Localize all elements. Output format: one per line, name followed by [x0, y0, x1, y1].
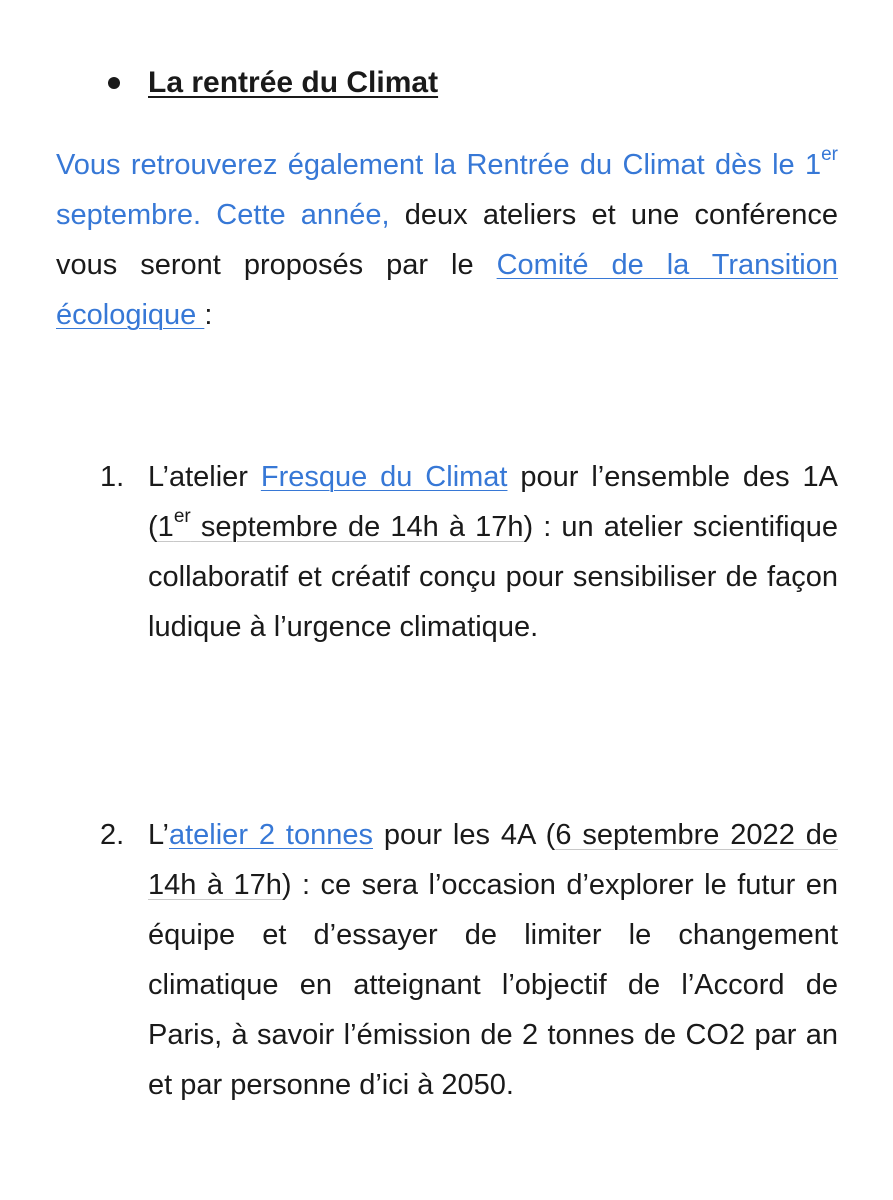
comite-link[interactable]: Comité de la Transition écologique [56, 249, 838, 331]
event-date[interactable]: 6 septembre 2022 de 14h à 17h [148, 819, 838, 901]
item-text-mid: pour les 4A ( [373, 819, 556, 851]
intro-blue-text-1: Vous retrouverez également la Rentrée du Climat dès le 1 [56, 149, 822, 181]
item-text-pre: L’atelier [148, 461, 261, 493]
list-number: 1. [100, 461, 125, 493]
list-item [100, 452, 838, 652]
intro-text: deux ateliers et une conférence vous seront proposés par le [56, 199, 838, 281]
date-superscript: er [173, 506, 191, 527]
item-text-pre: L’ [148, 819, 169, 851]
intro-superscript: er [821, 144, 838, 165]
intro-paragraph [56, 140, 838, 340]
intro-blue-text-2: septembre. Cette année, [56, 199, 390, 231]
intro-colon: : [204, 299, 213, 331]
date-rest: septembre de 14h à 17h [190, 511, 524, 543]
event-date[interactable] [157, 506, 524, 543]
list-item-body [148, 810, 838, 1110]
item-text-post: ) : un atelier scientifique collaboratif et créatif conçu pour sensibiliser de façon ludique à l’urgence climatique. [148, 511, 838, 643]
list-item-body [148, 452, 838, 652]
date-day: 1 [157, 511, 174, 543]
fresque-du-climat-link[interactable]: Fresque du Climat [260, 461, 508, 493]
atelier-2-tonnes-link[interactable]: atelier 2 tonnes [168, 819, 374, 851]
heading-row [108, 62, 438, 104]
item-text-post: ) : ce sera l’occasion d’explorer le futur en équipe et d’essayer de limiter le changement climatique en atteignant l’objectif de l’Accord de Paris, à savoir l’émission de 2 tonnes de CO2 par an et par personne d’ici à 2050. [148, 869, 838, 1101]
section-heading: La rentrée du Climat [148, 66, 439, 99]
list-item [100, 810, 838, 1110]
bullet-icon [108, 77, 120, 89]
list-number: 2. [100, 819, 125, 851]
item-text-mid: pour l’ensemble des 1A ( [148, 461, 838, 543]
